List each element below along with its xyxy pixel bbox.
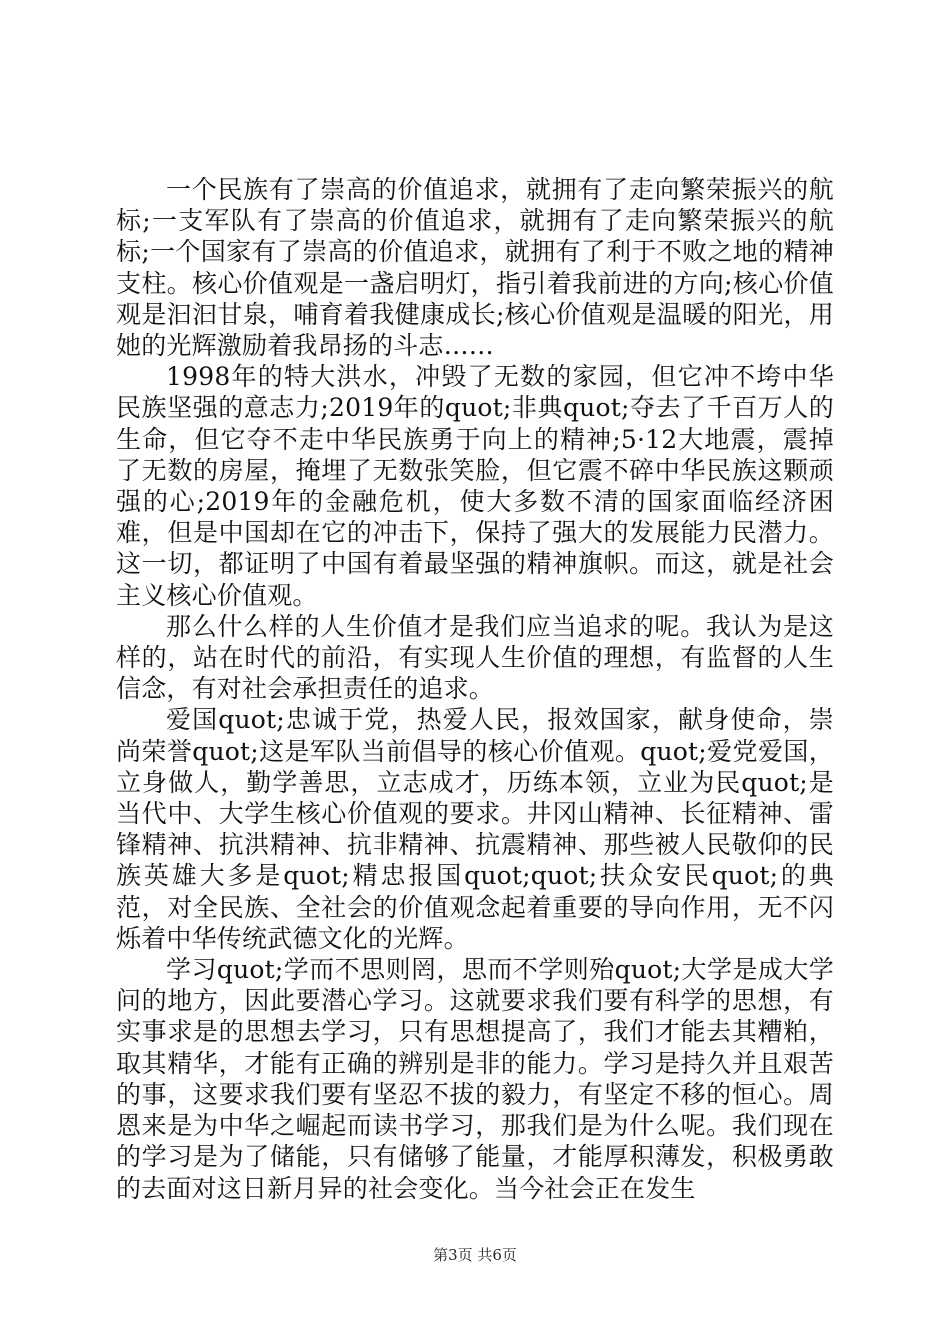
paragraph-4: 爱国quot;忠诚于党，热爱人民，报效国家，献身使命，崇尚荣誉quot;这是军队当前倡导的核心价值观。quot;爱党爱国，立身做人，勤学善思，立志成才，历练本领，立业为民quot;是当代中、大学生核心价值观的要求。井冈山精神、长征精神、雷锋精神、抗洪精神、抗非精神、抗震精神、那些被人民敬仰的民族英雄大多是quot;精忠报国quot;quot;扶众安民quot;的典范，对全民族、全社会的价值观念起着重要的导向作用，无不闪烁着中华传统武德文化的光辉。 (116, 705, 834, 953)
paragraph-2: 1998年的特大洪水，冲毁了无数的家园，但它冲不垮中华民族坚强的意志力;2019年的quot;非典quot;夺去了千百万人的生命，但它夺不走中华民族勇于向上的精神;5·12大地震，震掉了无数的房屋，掩埋了无数张笑脸，但它震不碎中华民族这颗顽强的心;2019年的金融危机，使大多数不清的国家面临经济困难，但是中国却在它的冲击下，保持了强大的发展能力民潜力。这一切，都证明了中国有着最坚强的精神旗帜。而这，就是社会主义核心价值观。 (116, 362, 834, 610)
document-body (116, 174, 834, 1204)
paragraph-5: 学习quot;学而不思则罔，思而不学则殆quot;大学是成大学问的地方，因此要潜心学习。这就要求我们要有科学的思想，有实事求是的思想去学习，只有思想提高了，我们才能去其糟粕，取其精华，才能有正确的辨别是非的能力。学习是持久并且艰苦的事，这要求我们要有坚忍不拔的毅力，有坚定不移的恒心。周恩来是为中华之崛起而读书学习，那我们是为什么呢。我们现在的学习是为了储能，只有储够了能量，才能厚积薄发，积极勇敢的去面对这日新月异的社会变化。当今社会正在发生 (116, 955, 834, 1203)
paragraph-3: 那么什么样的人生价值才是我们应当追求的呢。我认为是这样的，站在时代的前沿，有实现人生价值的理想，有监督的人生信念，有对社会承担责任的追求。 (116, 611, 834, 704)
paragraph-1: 一个民族有了崇高的价值追求，就拥有了走向繁荣振兴的航标;一支军队有了崇高的价值追求，就拥有了走向繁荣振兴的航标;一个国家有了崇高的价值追求，就拥有了利于不败之地的精神支柱。核心价值观是一盏启明灯，指引着我前进的方向;核心价值观是汩汩甘泉，哺育着我健康成长;核心价值观是温暖的阳光，用她的光辉激励着我昂扬的斗志…… (116, 175, 834, 361)
page-number-footer: 第3页 共6页 (433, 1246, 517, 1264)
